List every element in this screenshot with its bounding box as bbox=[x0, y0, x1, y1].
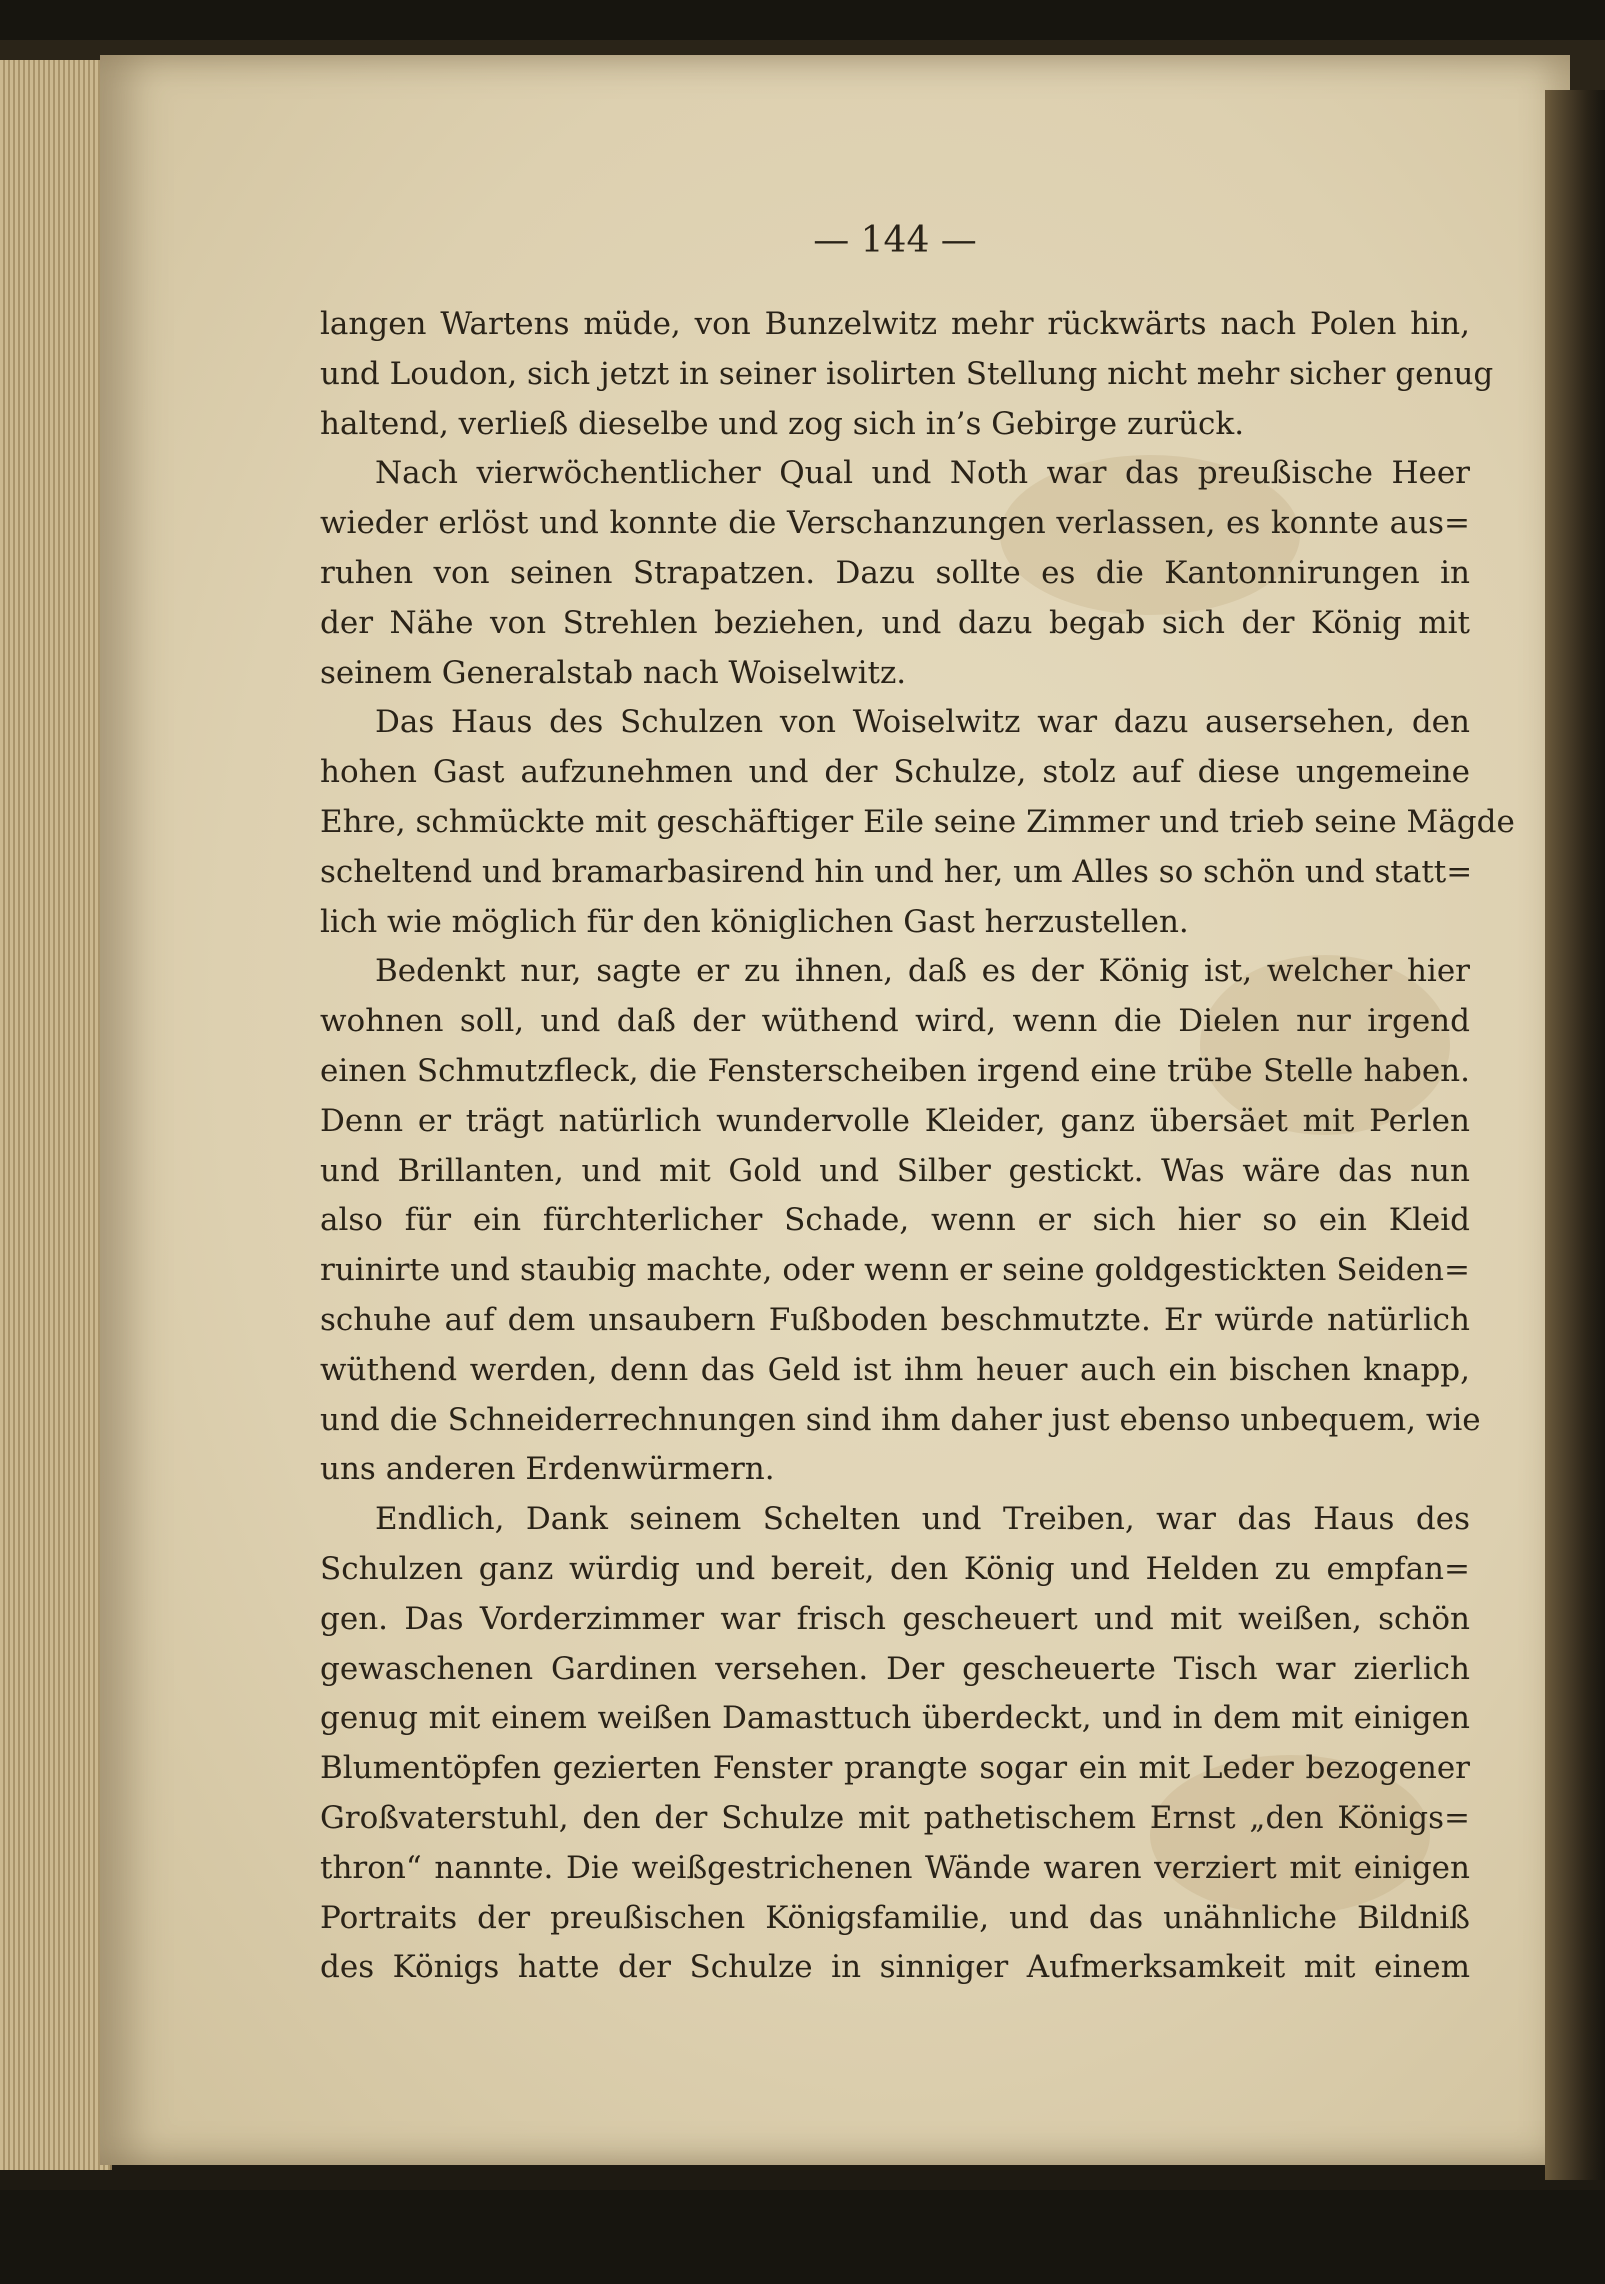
text-line: Ehre, schmückte mit geschäftiger Eile seine Zimmer und trieb seine Mägde bbox=[320, 803, 1515, 840]
text-line: Endlich, Dank seinem Schelten und Treiben, war das Haus des bbox=[375, 1501, 1470, 1538]
text-line: thron“ nannte. Die weißgestrichenen Wände waren verziert mit einigen bbox=[320, 1849, 1470, 1886]
text-line: uns anderen Erdenwürmern. bbox=[320, 1451, 775, 1488]
text-line: der Nähe von Strehlen beziehen, und dazu begab sich der König mit bbox=[320, 604, 1470, 641]
page-edges bbox=[0, 60, 112, 2170]
text-line: Schulzen ganz würdig und bereit, den König und Helden zu empfan= bbox=[320, 1550, 1470, 1587]
text-line: lich wie möglich für den königlichen Gast herzustellen. bbox=[320, 903, 1189, 940]
text-line: ruinirte und staubig machte, oder wenn er seine goldgestickten Seiden= bbox=[320, 1252, 1470, 1289]
text-line: schuhe auf dem unsaubern Fußboden beschmutzte. Er würde natürlich bbox=[320, 1301, 1470, 1338]
text-line: Blumentöpfen gezierten Fenster prangte sogar ein mit Leder bezogener bbox=[320, 1750, 1470, 1787]
text-line: langen Wartens müde, von Bunzelwitz mehr rückwärts nach Polen hin, bbox=[320, 306, 1470, 342]
text-line: Großvaterstuhl, den der Schulze mit pathetischem Ernst „den Königs= bbox=[320, 1799, 1470, 1836]
text-line: Das Haus des Schulzen von Woiselwitz war dazu ausersehen, den bbox=[375, 704, 1470, 741]
text-line: gen. Das Vorderzimmer war frisch gescheuert und mit weißen, schön bbox=[320, 1600, 1470, 1637]
text-line: also für ein fürchterlicher Schade, wenn er sich hier so ein Kleid bbox=[320, 1202, 1470, 1239]
text-line: einen Schmutzfleck, die Fensterscheiben irgend eine trübe Stelle haben. bbox=[320, 1052, 1470, 1089]
text-line: Bedenkt nur, sagte er zu ihnen, daß es der König ist, welcher hier bbox=[375, 953, 1470, 990]
text-line: scheltend und bramarbasirend hin und her, um Alles so schön und statt= bbox=[320, 853, 1473, 890]
text-line: gewaschenen Gardinen versehen. Der gescheuerte Tisch war zierlich bbox=[320, 1650, 1470, 1687]
text-line: und Brillanten, und mit Gold und Silber gestickt. Was wäre das nun bbox=[320, 1152, 1470, 1189]
text-line: Denn er trägt natürlich wundervolle Kleider, ganz übersäet mit Perlen bbox=[320, 1102, 1470, 1139]
text-line: genug mit einem weißen Damasttuch überdeckt, und in dem mit einigen bbox=[320, 1700, 1470, 1737]
page-body bbox=[320, 300, 1515, 1993]
facing-page-edge bbox=[1545, 90, 1605, 2180]
text-line: hohen Gast aufzunehmen und der Schulze, stolz auf diese ungemeine bbox=[320, 754, 1470, 791]
text-line: haltend, verließ dieselbe und zog sich in’s Gebirge zurück. bbox=[320, 405, 1245, 442]
text-line: Portraits der preußischen Königsfamilie, und das unähnliche Bildniß bbox=[320, 1899, 1470, 1936]
text-line: wohnen soll, und daß der wüthend wird, wenn die Dielen nur irgend bbox=[320, 1003, 1470, 1040]
page-number: — 144 — bbox=[813, 220, 977, 261]
text-line: wieder erlöst und konnte die Verschanzungen verlassen, es konnte aus= bbox=[320, 505, 1470, 542]
text-line: und Loudon, sich jetzt in seiner isolirten Stellung nicht mehr sicher genug bbox=[320, 355, 1494, 392]
text-line: wüthend werden, denn das Geld ist ihm heuer auch ein bischen knapp, bbox=[320, 1351, 1470, 1388]
text-line: des Königs hatte der Schulze in sinniger Aufmerksamkeit mit einem bbox=[320, 1949, 1470, 1986]
text-line: ruhen von seinen Strapatzen. Dazu sollte es die Kantonnirungen in bbox=[320, 554, 1470, 591]
text-line: und die Schneiderrechnungen sind ihm daher just ebenso unbequem, wie bbox=[320, 1401, 1481, 1438]
text-line: Nach vierwöchentlicher Qual und Noth war das preußische Heer bbox=[375, 455, 1470, 492]
text-line: seinem Generalstab nach Woiselwitz. bbox=[320, 654, 907, 691]
